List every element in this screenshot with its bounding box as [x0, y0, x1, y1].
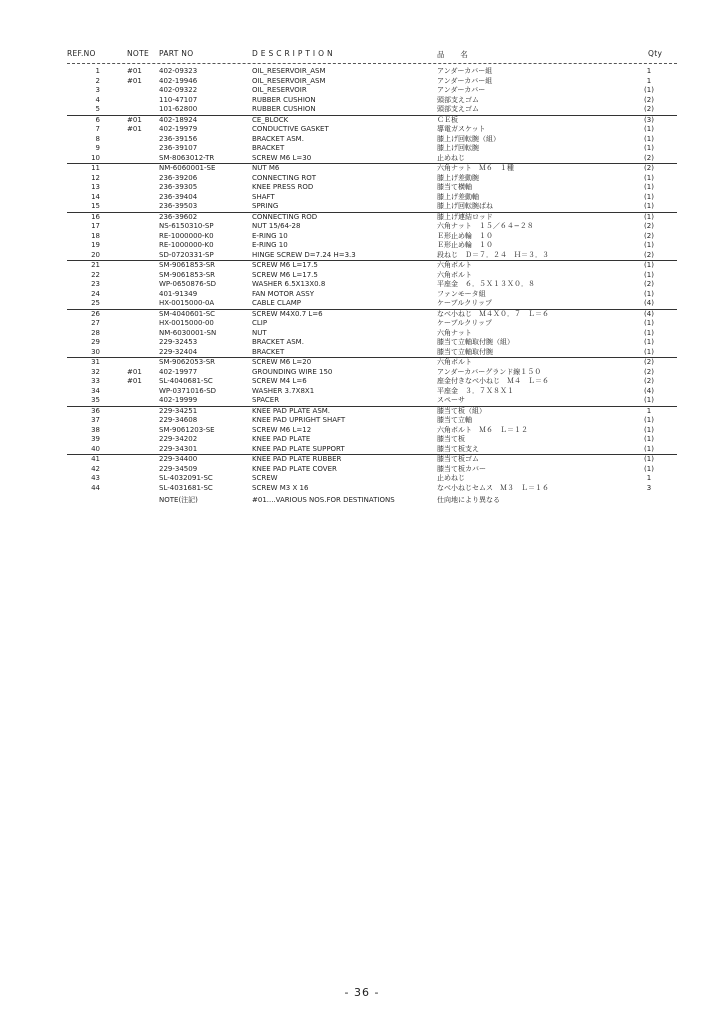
description-cell: NUT 15/64-28	[252, 222, 301, 230]
ref-cell: 41	[91, 455, 100, 463]
part-no-cell: SL-4032091-SC	[159, 474, 213, 482]
jp-name-cell: 膝上げ回転腕ばね	[437, 202, 493, 210]
jp-name-cell: なべ小ねじ Ｍ４Ｘ０．７ Ｌ＝６	[437, 309, 549, 318]
jp-name-cell: 膝上げ回転腕（組）	[437, 134, 500, 143]
description-cell: SCREW M6 L=30	[252, 153, 312, 162]
jp-name-cell: ＣＥ板	[437, 115, 458, 124]
table-row	[67, 290, 677, 300]
description-cell: SCREW	[252, 474, 278, 482]
ref-cell: 4	[95, 95, 100, 104]
note-cell: #01	[127, 125, 142, 133]
part-no-cell: 236-39107	[159, 144, 198, 152]
part-no-cell: 229-32404	[159, 347, 198, 356]
description-cell: SCREW M4X0.7 L=6	[252, 309, 323, 318]
description-cell: KNEE PAD PLATE RUBBER	[252, 455, 342, 463]
qty-cell: (1)	[644, 396, 654, 404]
table-row	[67, 377, 677, 387]
jp-name-cell: アンダーカバー	[437, 86, 486, 94]
qty-cell: (2)	[644, 164, 654, 172]
part-no-cell: SD-0720331-SP	[159, 250, 214, 259]
description-cell: WASHER 3.7X8X1	[252, 386, 315, 395]
jp-name-cell: アンダーカバー組	[437, 67, 493, 75]
qty-cell: (1)	[644, 455, 654, 463]
qty-cell: (1)	[644, 86, 654, 94]
qty-cell: (1)	[644, 192, 654, 201]
qty-cell: (1)	[644, 435, 654, 443]
table-row	[67, 319, 677, 329]
header-qty: Qty	[648, 49, 663, 58]
parts-table	[67, 67, 677, 507]
description-cell: KNEE PAD PLATE COVER	[252, 464, 337, 473]
table-row	[67, 174, 677, 184]
description-cell: SCREW M4 L=6	[252, 377, 307, 385]
part-no-cell: SM-4040601-SC	[159, 309, 216, 318]
table-row	[67, 251, 677, 261]
table-row	[67, 183, 677, 193]
jp-name-cell: スペーサ	[437, 396, 465, 404]
note-jp: 仕向地により異なる	[437, 496, 500, 504]
part-no-cell: NM-6060001-SE	[159, 164, 216, 172]
description-cell: OIL_RESERVOIR_ASM	[252, 67, 326, 75]
description-cell: KNEE PAD PLATE ASM.	[252, 406, 331, 415]
description-cell: E-RING 10	[252, 231, 288, 240]
qty-cell: (2)	[644, 231, 654, 240]
part-no-cell: 229-32453	[159, 338, 198, 346]
jp-name-cell: 頭部支えゴム	[437, 105, 479, 113]
table-row	[67, 299, 677, 309]
description-cell: NUT M6	[252, 164, 280, 172]
description-cell: SPACER	[252, 396, 280, 404]
part-no-cell: HX-0015000-00	[159, 319, 214, 327]
qty-cell: 1	[646, 76, 652, 85]
qty-cell: (1)	[644, 444, 654, 453]
table-row	[67, 271, 677, 281]
table-header	[0, 49, 724, 61]
ref-cell: 38	[91, 425, 100, 434]
description-cell: OIL_RESERVOIR	[252, 86, 307, 94]
description-cell: BRACKET	[252, 144, 285, 152]
jp-name-cell: 膝上げ差動腕	[437, 173, 479, 182]
header-divider	[67, 63, 677, 64]
part-no-cell: NM-6030001-SN	[159, 328, 217, 337]
qty-cell: (4)	[644, 299, 654, 307]
jp-name-cell: 段ねじ Ｄ＝７．２４ Ｈ＝３．３	[437, 250, 549, 259]
description-cell: RUBBER CUSHION	[252, 95, 316, 104]
qty-cell: (2)	[644, 250, 654, 259]
jp-name-cell: 膝上げ連結ロッド	[437, 212, 493, 221]
note-cell: #01	[127, 67, 142, 75]
ref-cell: 6	[95, 115, 100, 124]
jp-name-cell: 膝当て横軸	[437, 183, 472, 191]
note-cell: #01	[127, 115, 142, 124]
qty-cell: 1	[646, 474, 652, 482]
ref-cell: 23	[91, 280, 100, 288]
table-row	[67, 135, 677, 145]
ref-cell: 33	[91, 377, 100, 385]
ref-cell: 10	[91, 153, 100, 162]
table-row	[67, 241, 677, 251]
header-note: NOTE	[127, 49, 150, 58]
part-no-cell: WP-0371016-SD	[159, 386, 217, 395]
table-row	[67, 202, 677, 212]
ref-cell: 17	[91, 222, 100, 230]
jp-name-cell: 導電ガスケット	[437, 125, 486, 133]
ref-cell: 11	[91, 164, 100, 172]
description-cell: CONNECTING ROD	[252, 212, 318, 221]
description-cell: OIL_RESERVOIR_ASM	[252, 76, 326, 85]
description-cell: SHAFT	[252, 192, 275, 201]
qty-cell: (1)	[644, 241, 654, 249]
description-cell: CABLE CLAMP	[252, 299, 302, 307]
note-label: NOTE(注記)	[159, 496, 198, 504]
jp-name-cell: 膝当て板ゴム	[437, 455, 479, 463]
qty-cell: (1)	[644, 347, 654, 356]
part-no-cell: 402-19999	[159, 396, 198, 404]
ref-cell: 18	[91, 231, 100, 240]
jp-name-cell: 六角ボルト Ｍ６ Ｌ＝１２	[437, 425, 528, 434]
jp-name-cell: 膝当て立軸取付腕（組）	[437, 338, 514, 346]
table-row	[67, 396, 677, 406]
part-no-cell: 402-09323	[159, 67, 198, 75]
qty-cell: (3)	[644, 115, 654, 124]
description-cell: RUBBER CUSHION	[252, 105, 316, 113]
jp-name-cell: 六角ボルト	[437, 261, 472, 269]
ref-cell: 25	[91, 299, 100, 307]
part-no-cell: 229-34400	[159, 455, 198, 463]
ref-cell: 42	[91, 464, 100, 473]
table-row	[67, 406, 677, 417]
part-no-cell: SM-9061853-SR	[159, 270, 216, 279]
qty-cell: (2)	[644, 377, 654, 385]
description-cell: SCREW M3 X 16	[252, 483, 309, 492]
table-row	[67, 232, 677, 242]
ref-cell: 21	[91, 261, 100, 269]
qty-cell: (2)	[644, 358, 654, 366]
jp-name-cell: 座金付きなべ小ねじ Ｍ４ Ｌ＝６	[437, 377, 549, 385]
ref-cell: 5	[95, 105, 100, 113]
qty-cell: (1)	[644, 125, 654, 133]
table-row	[67, 222, 677, 232]
part-no-cell: SM-9062053-SR	[159, 358, 216, 366]
ref-cell: 32	[91, 367, 100, 376]
qty-cell: (1)	[644, 270, 654, 279]
part-no-cell: SL-4040681-SC	[159, 377, 213, 385]
jp-name-cell: 平座金 ６．５Ｘ１３Ｘ０．８	[437, 280, 535, 288]
jp-name-cell: なべ小ねじセムス Ｍ３ Ｌ＝１６	[437, 483, 549, 492]
qty-cell: (1)	[644, 338, 654, 346]
note-cell: #01	[127, 76, 142, 85]
table-row	[67, 445, 677, 455]
part-no-cell: SL-4031681-SC	[159, 483, 213, 492]
table-row	[67, 329, 677, 339]
description-cell: SCREW M6 L=12	[252, 425, 312, 434]
qty-cell: (4)	[644, 386, 654, 395]
ref-cell: 8	[95, 134, 100, 143]
description-cell: CE_BLOCK	[252, 115, 289, 124]
ref-cell: 7	[95, 125, 100, 133]
qty-cell: (2)	[644, 105, 654, 113]
ref-cell: 12	[91, 173, 100, 182]
note-row	[67, 493, 677, 507]
part-no-cell: 101-62800	[159, 105, 198, 113]
ref-cell: 30	[91, 347, 100, 356]
jp-name-cell: 膝上げ回転腕	[437, 144, 479, 152]
jp-name-cell: 六角ナット １５／６４−２８	[437, 222, 534, 230]
table-row	[67, 86, 677, 96]
description-cell: KNEE PAD UPRIGHT SHAFT	[252, 416, 346, 424]
part-no-cell: 236-39156	[159, 134, 198, 143]
table-row	[67, 163, 677, 174]
table-row	[67, 435, 677, 445]
ref-cell: 13	[91, 183, 100, 191]
ref-cell: 28	[91, 328, 100, 337]
jp-name-cell: アンダーカバー組	[437, 76, 493, 85]
table-row	[67, 387, 677, 397]
description-cell: BRACKET ASM.	[252, 338, 304, 346]
part-no-cell: 402-19979	[159, 125, 198, 133]
header-jp-name: 品 名	[437, 50, 469, 59]
jp-name-cell: 六角ボルト	[437, 270, 472, 279]
description-cell: SPRING	[252, 202, 279, 210]
qty-cell: (1)	[644, 289, 654, 298]
ref-cell: 40	[91, 444, 100, 453]
table-row	[67, 454, 677, 465]
description-cell: HINGE SCREW D=7.24 H=3.3	[252, 250, 356, 259]
table-row	[67, 465, 677, 475]
ref-cell: 14	[91, 192, 100, 201]
jp-name-cell: 六角ナット	[437, 328, 472, 337]
jp-name-cell: 膝当て板（組）	[437, 406, 486, 415]
description-cell: BRACKET	[252, 347, 285, 356]
part-no-cell: WP-0650876-SD	[159, 280, 217, 288]
part-no-cell: NS-6150310-SP	[159, 222, 214, 230]
ref-cell: 36	[91, 406, 100, 415]
description-cell: SCREW M6 L=20	[252, 358, 312, 366]
qty-cell: 1	[646, 406, 652, 415]
part-no-cell: 401-91349	[159, 289, 198, 298]
ref-cell: 39	[91, 435, 100, 443]
ref-cell: 19	[91, 241, 100, 249]
ref-cell: 26	[91, 309, 100, 318]
ref-cell: 34	[91, 386, 100, 395]
qty-cell: (1)	[644, 144, 654, 152]
part-no-cell: RE-1000000-K0	[159, 231, 214, 240]
jp-name-cell: 膝上げ差動軸	[437, 192, 479, 201]
note-cell: #01	[127, 377, 142, 385]
description-cell: WASHER 6.5X13X0.8	[252, 280, 326, 288]
table-row	[67, 77, 677, 87]
part-no-cell: 229-34509	[159, 464, 198, 473]
jp-name-cell: ケーブルクリップ	[437, 319, 492, 327]
part-no-cell: 110-47107	[159, 95, 198, 104]
description-cell: CONNECTING ROT	[252, 173, 317, 182]
note-cell: #01	[127, 367, 142, 376]
qty-cell: 3	[646, 483, 652, 492]
header-ref: REF.NO	[67, 49, 96, 58]
description-cell: KNEE PAD PLATE	[252, 435, 311, 443]
part-no-cell: 236-39305	[159, 183, 198, 191]
ref-cell: 15	[91, 202, 100, 210]
jp-name-cell: 平座金 ３．７Ｘ８Ｘ１	[437, 386, 514, 395]
description-cell: BRACKET ASM.	[252, 134, 304, 143]
table-row	[67, 125, 677, 135]
qty-cell: (1)	[644, 173, 654, 182]
description-cell: FAN MOTOR ASSY	[252, 289, 315, 298]
jp-name-cell: 止めねじ	[437, 474, 465, 482]
jp-name-cell: 止めねじ	[437, 153, 465, 162]
header-part: PART NO	[159, 49, 194, 58]
jp-name-cell: Ｅ形止め輪 １０	[437, 241, 493, 249]
table-row	[67, 309, 677, 320]
part-no-cell: RE-1000000-K0	[159, 241, 214, 249]
table-row	[67, 67, 677, 77]
part-no-cell: 229-34202	[159, 435, 198, 443]
part-no-cell: 402-09322	[159, 86, 198, 94]
ref-cell: 37	[91, 416, 100, 424]
ref-cell: 29	[91, 338, 100, 346]
part-no-cell: 402-18924	[159, 115, 198, 124]
qty-cell: (1)	[644, 134, 654, 143]
table-row	[67, 105, 677, 115]
part-no-cell: 236-39503	[159, 202, 198, 210]
part-no-cell: 402-19977	[159, 367, 198, 376]
ref-cell: 9	[95, 144, 100, 152]
jp-name-cell: 六角ボルト	[437, 358, 472, 366]
table-row	[67, 154, 677, 164]
description-cell: KNEE PAD PLATE SUPPORT	[252, 444, 345, 453]
qty-cell: (2)	[644, 95, 654, 104]
qty-cell: (1)	[644, 183, 654, 191]
ref-cell: 43	[91, 474, 100, 482]
ref-cell: 1	[95, 67, 100, 75]
description-cell: GROUNDING WIRE 150	[252, 367, 333, 376]
table-row	[67, 115, 677, 126]
table-row	[67, 338, 677, 348]
part-no-cell: SM-8063012-TR	[159, 153, 215, 162]
part-no-cell: HX-0015000-0A	[159, 299, 215, 307]
jp-name-cell: 膝当て板支え	[437, 444, 479, 453]
table-row	[67, 96, 677, 106]
ref-cell: 2	[95, 76, 100, 85]
ref-cell: 35	[91, 396, 100, 404]
part-no-cell: SM-9061853-SR	[159, 261, 216, 269]
qty-cell: (1)	[644, 261, 654, 269]
description-cell: E-RING 10	[252, 241, 288, 249]
jp-name-cell: 膝当て板	[437, 435, 465, 443]
ref-cell: 22	[91, 270, 100, 279]
jp-name-cell: 膝当て板カバー	[437, 464, 486, 473]
table-row	[67, 348, 677, 358]
part-no-cell: 402-19946	[159, 76, 198, 85]
qty-cell: (1)	[644, 202, 654, 210]
qty-cell: (1)	[644, 212, 654, 221]
part-no-cell: 229-34608	[159, 416, 198, 424]
qty-cell: (1)	[644, 319, 654, 327]
table-row	[67, 484, 677, 494]
table-row	[67, 144, 677, 154]
table-row	[67, 280, 677, 290]
table-row	[67, 416, 677, 426]
jp-name-cell: アンダーカバーグランド線１５０	[437, 367, 542, 376]
ref-cell: 31	[91, 358, 100, 366]
part-no-cell: 236-39206	[159, 173, 198, 182]
part-no-cell: SM-9061203-SE	[159, 425, 215, 434]
qty-cell: (4)	[644, 309, 654, 318]
part-no-cell: 229-34301	[159, 444, 198, 453]
qty-cell: (1)	[644, 328, 654, 337]
part-no-cell: 236-39404	[159, 192, 198, 201]
table-row	[67, 426, 677, 436]
jp-name-cell: ファンモータ組	[437, 289, 486, 298]
jp-name-cell: 頭部支えゴム	[437, 95, 479, 104]
ref-cell: 16	[91, 212, 100, 221]
jp-name-cell: ケーブルクリップ	[437, 299, 492, 307]
description-cell: KNEE PRESS ROD	[252, 183, 314, 191]
table-row	[67, 193, 677, 203]
page-number: - 36 -	[344, 986, 380, 999]
jp-name-cell: 膝当て立軸	[437, 416, 472, 424]
qty-cell: (1)	[644, 425, 654, 434]
qty-cell: (2)	[644, 367, 654, 376]
table-row	[67, 368, 677, 378]
qty-cell: 1	[646, 67, 652, 75]
part-no-cell: 236-39602	[159, 212, 198, 221]
jp-name-cell: Ｅ形止め輪 １０	[437, 231, 493, 240]
qty-cell: (1)	[644, 416, 654, 424]
table-row	[67, 357, 677, 368]
qty-cell: (1)	[644, 464, 654, 473]
ref-cell: 20	[91, 250, 100, 259]
part-no-cell: 229-34251	[159, 406, 198, 415]
description-cell: SCREW M6 L=17.5	[252, 270, 318, 279]
table-row	[67, 260, 677, 271]
jp-name-cell: 膝当て立軸取付腕	[437, 347, 493, 356]
jp-name-cell: 六角ナット Ｍ６ １種	[437, 164, 514, 172]
description-cell: NUT	[252, 328, 267, 337]
table-row	[67, 474, 677, 484]
description-cell: CONDUCTIVE GASKET	[252, 125, 329, 133]
ref-cell: 44	[91, 483, 100, 492]
qty-cell: (2)	[644, 280, 654, 288]
qty-cell: (2)	[644, 222, 654, 230]
ref-cell: 3	[95, 86, 100, 94]
qty-cell: (2)	[644, 153, 654, 162]
ref-cell: 27	[91, 319, 100, 327]
table-row	[67, 212, 677, 223]
description-cell: SCREW M6 L=17.5	[252, 261, 318, 269]
note-description: #01....VARIOUS NOS.FOR DESTINATIONS	[252, 496, 395, 504]
ref-cell: 24	[91, 289, 100, 298]
description-cell: CLIP	[252, 319, 268, 327]
header-description: D E S C R I P T I O N	[252, 49, 333, 58]
